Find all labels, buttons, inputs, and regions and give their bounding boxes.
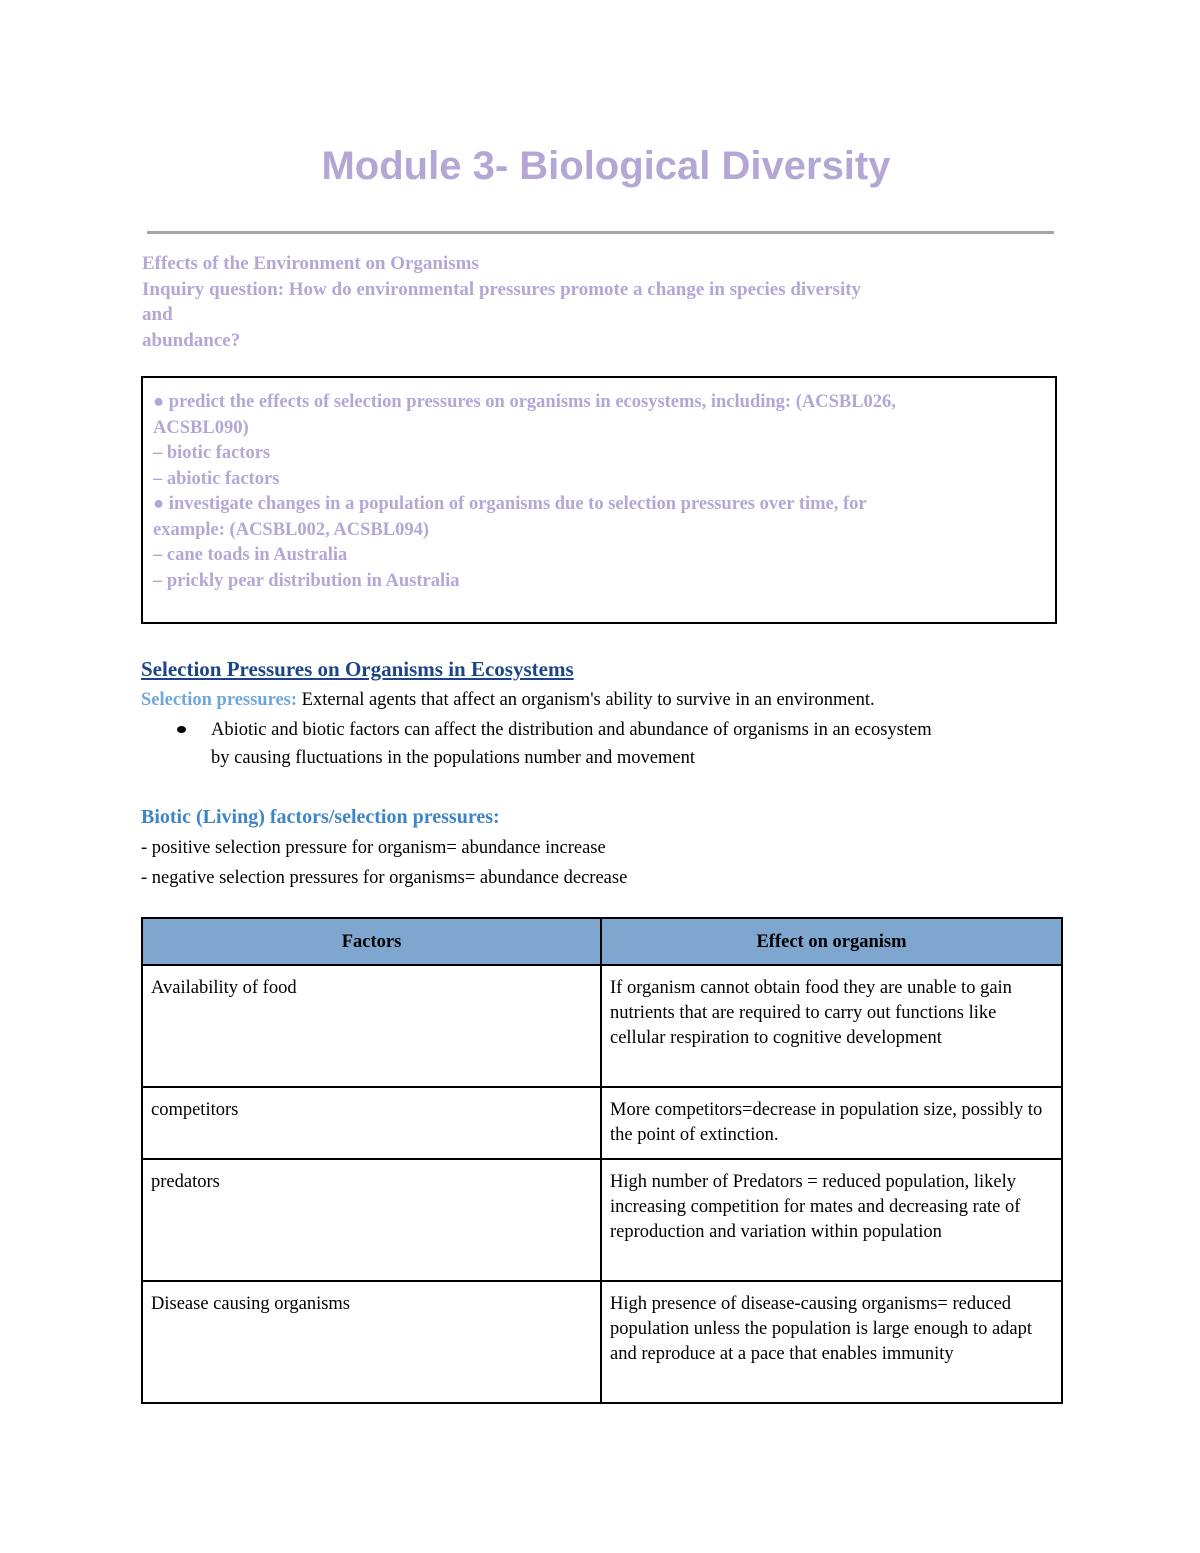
list-item	[171, 716, 1061, 772]
table-row	[142, 1087, 1062, 1159]
factor-cell: Availability of food	[142, 965, 601, 1087]
syllabus-line: example: (ACSBL002, ACSBL094)	[153, 519, 429, 540]
effect-cell: If organism cannot obtain food they are unable to gain nutrients that are required to carry out functions like cellular respiration to cognitive development	[601, 965, 1062, 1087]
factor-cell: competitors	[142, 1087, 601, 1159]
section-heading: Selection Pressures on Organisms in Ecosystems	[141, 657, 574, 681]
factors-table	[141, 917, 1063, 1404]
intro-subtitle: Effects of the Environment on Organisms	[142, 253, 479, 274]
syllabus-line: – prickly pear distribution in Australia	[153, 570, 460, 591]
bullet-text-line1: Abiotic and biotic factors can affect the distribution and abundance of organisms in an ecosystem	[211, 720, 932, 740]
inquiry-question: Inquiry question: How do environmental pressures promote a change in species diversity	[142, 278, 862, 300]
factor-cell: Disease causing organisms	[142, 1281, 601, 1403]
bullet-text-line2: by causing fluctuations in the populations number and movement	[211, 748, 695, 768]
inquiry-question-cont: and	[142, 304, 173, 325]
syllabus-line: – biotic factors	[153, 443, 271, 463]
table-header-row	[142, 918, 1062, 965]
title-divider	[147, 231, 1054, 234]
selection-pressures-definition	[141, 687, 1061, 713]
bullet-icon	[177, 726, 186, 733]
biotic-line-negative: - negative selection pressures for organisms= abundance decrease	[141, 868, 628, 888]
syllabus-line: ACSBL090)	[153, 417, 249, 438]
definition-text: External agents that affect an organism's ability to survive in an environment.	[297, 690, 875, 710]
syllabus-line: – cane toads in Australia	[153, 545, 348, 565]
syllabus-line: – abiotic factors	[153, 468, 280, 489]
intro-block	[142, 251, 1042, 353]
syllabus-box	[141, 376, 1057, 624]
header-effect: Effect on organism	[601, 918, 1062, 965]
definition-term: Selection pressures:	[141, 690, 298, 710]
syllabus-line: ● predict the effects of selection pressures on organisms in ecosystems, including: (ACSBL026,	[153, 392, 896, 412]
table-row	[142, 1159, 1062, 1281]
syllabus-line: ● investigate changes in a population of organisms due to selection pressures over time, for	[153, 494, 867, 514]
effect-cell: High presence of disease-causing organisms= reduced population unless the population is large enough to adapt and reproduce at a pace that enables immunity	[601, 1281, 1062, 1403]
header-factors: Factors	[142, 918, 601, 965]
page-title: Module 3- Biological Diversity	[321, 144, 891, 188]
biotic-line-positive: - positive selection pressure for organism= abundance increase	[141, 838, 606, 858]
inquiry-question-end: abundance?	[142, 329, 241, 351]
biotic-heading: Biotic (Living) factors/selection pressures:	[141, 806, 500, 828]
biotic-lines	[141, 833, 1041, 893]
table-row	[142, 1281, 1062, 1403]
effect-cell: More competitors=decrease in population size, possibly to the point of extinction.	[601, 1087, 1062, 1159]
factor-cell: predators	[142, 1159, 601, 1281]
effect-cell: High number of Predators = reduced population, likely increasing competition for mates and decreasing rate of reproduction and variation within population	[601, 1159, 1062, 1281]
table-row	[142, 965, 1062, 1087]
